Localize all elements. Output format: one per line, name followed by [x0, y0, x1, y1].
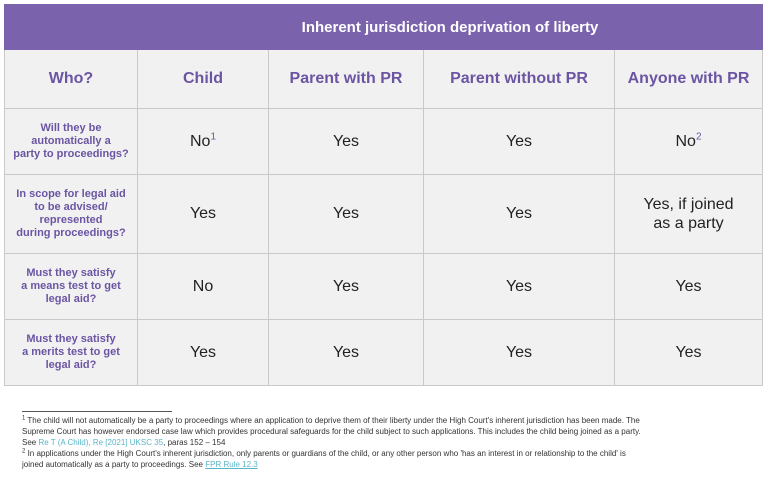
footnote-divider	[22, 411, 172, 412]
table-title: Inherent jurisdiction deprivation of liberty	[138, 5, 763, 50]
cell-parent-without-pr-merits-test: Yes	[424, 320, 615, 386]
cell-parent-with-pr-merits-test: Yes	[269, 320, 424, 386]
row-label-line: Will they be	[40, 122, 102, 134]
cell-child-automatic-party	[138, 109, 269, 175]
table-row-means-test	[5, 254, 763, 320]
footnote-2-text: In applications under the High Court's inherent jurisdiction, only parents or guardians of the child, or any other person who 'has an interest in or relationship to the child' is	[25, 449, 626, 458]
footnote-ref-2[interactable]: 2	[695, 131, 702, 143]
row-label-automatic-party	[5, 109, 138, 175]
cell-parent-without-pr-legal-aid-scope: Yes	[424, 175, 615, 254]
cell-anyone-with-pr-merits-test: Yes	[615, 320, 763, 386]
deprivation-of-liberty-table	[4, 4, 763, 386]
header-parent-without-pr: Parent without PR	[424, 50, 615, 109]
header-who: Who?	[5, 50, 138, 109]
footnote-1-line-2: Supreme Court has however endorsed case law which provides procedural safeguards for the child subject to such applications. This includes the child being joined as a party.	[22, 427, 641, 436]
row-label-line: automatically a	[31, 135, 111, 147]
row-label-line: In scope for legal aid	[16, 188, 126, 200]
cell-anyone-with-pr-automatic-party	[615, 109, 763, 175]
footnote-2	[22, 448, 752, 470]
header-child: Child	[138, 50, 269, 109]
fpr-rule-link[interactable]: FPR Rule 12.3	[205, 460, 258, 469]
row-label-line: represented	[39, 214, 103, 226]
row-label-line: during proceedings?	[16, 227, 126, 239]
row-label-line: a means test to get	[21, 280, 121, 292]
row-label-line: to be advised/	[34, 201, 108, 213]
cell-anyone-with-pr-means-test: Yes	[615, 254, 763, 320]
footnote-ref-1[interactable]: 1	[210, 131, 216, 143]
cell-value: No	[189, 132, 211, 150]
footnote-1	[22, 415, 752, 448]
footnote-1-line-1	[22, 415, 752, 426]
footnote-1-see: See	[22, 438, 39, 447]
case-law-link[interactable]: Re T (A Child), Re [2021] UKSC 35	[38, 438, 164, 447]
row-label-line: a merits test to get	[22, 346, 120, 358]
cell-child-legal-aid-scope: Yes	[138, 175, 269, 254]
cell-parent-without-pr-automatic-party: Yes	[424, 109, 615, 175]
cell-value-line: as a party	[653, 215, 724, 232]
cell-parent-without-pr-means-test: Yes	[424, 254, 615, 320]
cell-parent-with-pr-automatic-party: Yes	[269, 109, 424, 175]
column-header-row	[5, 50, 763, 109]
table-banner-row	[5, 5, 763, 50]
row-label-line: party to proceedings?	[13, 148, 129, 160]
cell-child-means-test: No	[138, 254, 269, 320]
header-parent-with-pr: Parent with PR	[269, 50, 424, 109]
table-row-merits-test	[5, 320, 763, 386]
row-label-line: Must they satisfy	[26, 267, 116, 279]
row-label-line: legal aid?	[45, 293, 97, 305]
footnote-2-see: joined automatically as a party to proceedings. See	[22, 460, 206, 469]
footnote-2-marker: 2	[22, 448, 26, 455]
table-row-automatic-party	[5, 109, 763, 175]
cell-value-line: Yes, if joined	[643, 196, 734, 213]
cell-anyone-with-pr-legal-aid-scope	[615, 175, 763, 254]
row-label-legal-aid-scope	[5, 175, 138, 254]
cell-value: No	[675, 132, 696, 150]
cell-parent-with-pr-means-test: Yes	[269, 254, 424, 320]
table-row-legal-aid-scope	[5, 175, 763, 254]
header-anyone-with-pr: Anyone with PR	[615, 50, 763, 109]
row-label-means-test	[5, 254, 138, 320]
cell-parent-with-pr-legal-aid-scope: Yes	[269, 175, 424, 254]
footnote-2-line-2	[22, 459, 752, 470]
footnote-1-marker: 1	[22, 415, 26, 422]
footnote-1-text: The child will not automatically be a party to proceedings where an application to deprive them of their liberty under the High Court's inherent jurisdiction has been made. The	[25, 416, 640, 425]
row-label-line: Must they satisfy	[26, 333, 116, 345]
footnote-1-paras: , paras 152 – 154	[163, 438, 226, 447]
footnote-1-line-3	[22, 437, 752, 448]
row-label-line: legal aid?	[45, 359, 97, 371]
footnote-2-line-1	[22, 448, 752, 459]
footnotes	[22, 411, 752, 470]
cell-child-merits-test: Yes	[138, 320, 269, 386]
banner-blank-cell	[5, 5, 138, 50]
row-label-merits-test	[5, 320, 138, 386]
